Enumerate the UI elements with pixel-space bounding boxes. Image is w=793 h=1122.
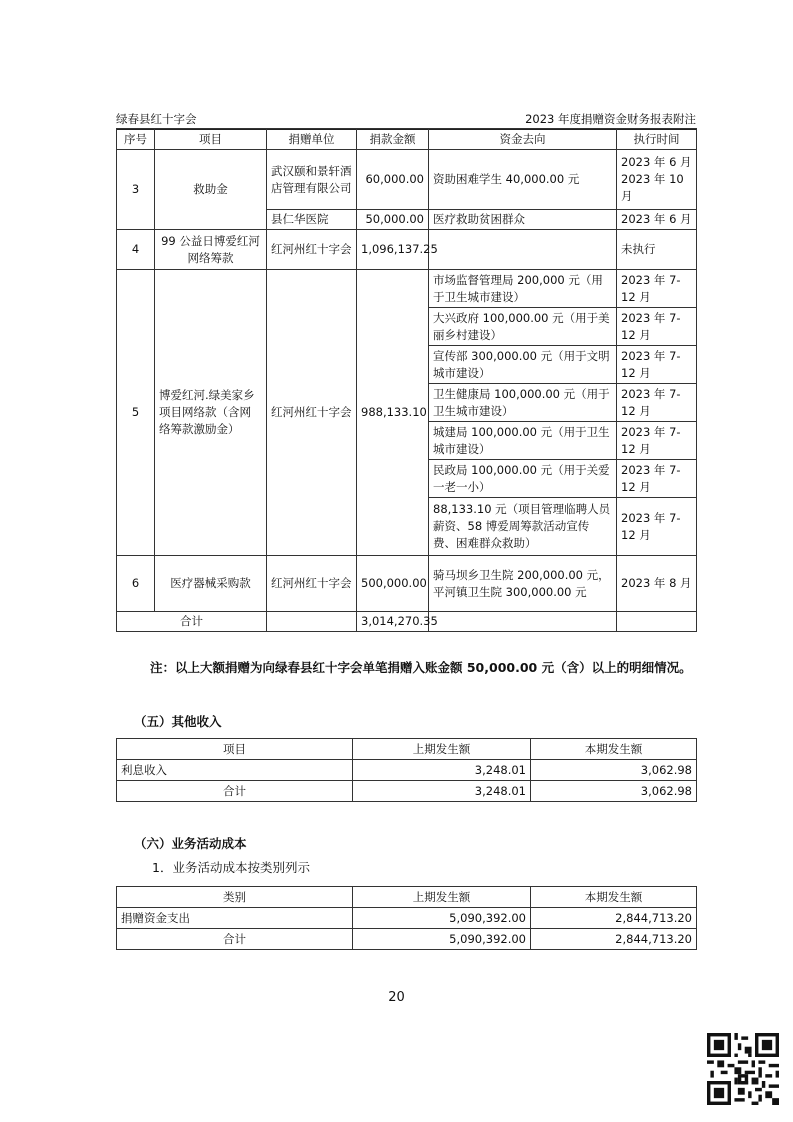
row-use: 资助困难学生 40,000.00 元 [429,150,617,210]
row-curr: 3,062.98 [531,760,697,781]
table-header-row [117,887,697,908]
row-curr: 3,062.98 [531,781,697,802]
row-category: 合计 [117,929,353,950]
row-project: 99 公益日博爱红河网络筹款 [155,230,267,270]
row-time: 未执行 [617,230,697,270]
table-total-row [117,929,697,950]
row-prev: 5,090,392.00 [353,908,531,929]
row-no: 5 [117,270,155,556]
table-row [117,908,697,929]
table-row [117,760,697,781]
row-use: 宣传部 300,000.00 元（用于文明城市建设） [429,346,617,384]
col-header-prev: 上期发生额 [353,887,531,908]
row-category: 捐赠资金支出 [117,908,353,929]
total-empty [267,612,357,632]
table-row [117,556,697,612]
row-amount: 50,000.00 [357,210,429,230]
total-label: 合计 [117,612,267,632]
row-amount: 1,096,137.25 [357,230,429,270]
row-no: 3 [117,150,155,230]
row-time: 2023 年 7-12 月 [617,384,697,422]
row-amount: 500,000.00 [357,556,429,612]
row-use: 市场监督管理局 200,000 元（用于卫生城市建设） [429,270,617,308]
row-project: 医疗器械采购款 [155,556,267,612]
section-business-cost-subtitle: 1．业务活动成本按类别列示 [152,860,310,875]
row-donor: 武汉颐和景轩酒店管理有限公司 [267,150,357,210]
row-time: 2023 年 7-12 月 [617,460,697,498]
row-use: 城建局 100,000.00 元（用于卫生城市建设） [429,422,617,460]
col-header-donor: 捐赠单位 [267,129,357,150]
page-header [116,110,696,130]
total-empty [429,612,617,632]
table-total-row [117,781,697,802]
row-time: 2023 年 8 月 [617,556,697,612]
col-header-curr: 本期发生额 [531,739,697,760]
table-row [117,270,697,308]
page-number: 20 [388,990,405,1005]
row-time: 2023 年 7-12 月 [617,346,697,384]
table-row [117,150,697,210]
row-project: 救助金 [155,150,267,230]
row-use: 卫生健康局 100,000.00 元（用于卫生城市建设） [429,384,617,422]
total-amount: 3,014,270.35 [357,612,429,632]
col-header-project: 项目 [155,129,267,150]
row-item: 利息收入 [117,760,353,781]
row-use: 民政局 100,000.00 元（用于关爱一老一小） [429,460,617,498]
col-header-no: 序号 [117,129,155,150]
row-no: 6 [117,556,155,612]
row-use [429,230,617,270]
row-donor: 红河州红十字会 [267,230,357,270]
row-use: 医疗救助贫困群众 [429,210,617,230]
table-total-row [117,612,697,632]
row-item: 合计 [117,781,353,802]
row-donor: 红河州红十字会 [267,270,357,556]
table-header-row [117,739,697,760]
row-time: 2023 年 7-12 月 [617,498,697,556]
row-curr: 2,844,713.20 [531,929,697,950]
col-header-item: 项目 [117,739,353,760]
other-income-table [116,738,697,802]
col-header-time: 执行时间 [617,129,697,150]
row-donor: 县仁华医院 [267,210,357,230]
header-doc-title: 2023 年度捐赠资金财务报表附注 [525,112,696,126]
qr-code-icon [707,1033,779,1105]
row-time: 2023 年 7-12 月 [617,422,697,460]
table-header-row [117,129,697,150]
row-use: 88,133.10 元（项目管理临聘人员薪资、58 博爱周筹款活动宣传费、困难群众救助） [429,498,617,556]
row-prev: 3,248.01 [353,760,531,781]
section-other-income-title: （五）其他收入 [134,714,222,729]
row-amount: 988,133.10 [357,270,429,556]
col-header-curr: 本期发生额 [531,887,697,908]
row-curr: 2,844,713.20 [531,908,697,929]
table-row [117,230,697,270]
header-org: 绿春县红十字会 [116,112,197,126]
row-donor: 红河州红十字会 [267,556,357,612]
col-header-amount: 捐款金额 [357,129,429,150]
row-use: 大兴政府 100,000.00 元（用于美丽乡村建设） [429,308,617,346]
row-prev: 3,248.01 [353,781,531,802]
col-header-category: 类别 [117,887,353,908]
donation-detail-table [116,128,697,632]
total-empty [617,612,697,632]
row-time: 2023 年 7-12 月 [617,270,697,308]
table-note: 注：以上大额捐赠为向绿春县红十字会单笔捐赠入账金额 50,000.00 元（含）以上的明细情况。 [150,660,692,675]
row-amount: 60,000.00 [357,150,429,210]
row-time: 2023 年 6 月 2023 年 10 月 [617,150,697,210]
col-header-prev: 上期发生额 [353,739,531,760]
row-time: 2023 年 6 月 [617,210,697,230]
row-time: 2023 年 7-12 月 [617,308,697,346]
col-header-use: 资金去向 [429,129,617,150]
row-no: 4 [117,230,155,270]
section-business-cost-title: （六）业务活动成本 [134,836,247,851]
row-use: 骑马坝乡卫生院 200,000.00 元，平河镇卫生院 300,000.00 元 [429,556,617,612]
row-prev: 5,090,392.00 [353,929,531,950]
business-cost-table [116,886,697,950]
row-project: 博爱红河.绿美家乡项目网络款（含网络筹款激励金） [155,270,267,556]
